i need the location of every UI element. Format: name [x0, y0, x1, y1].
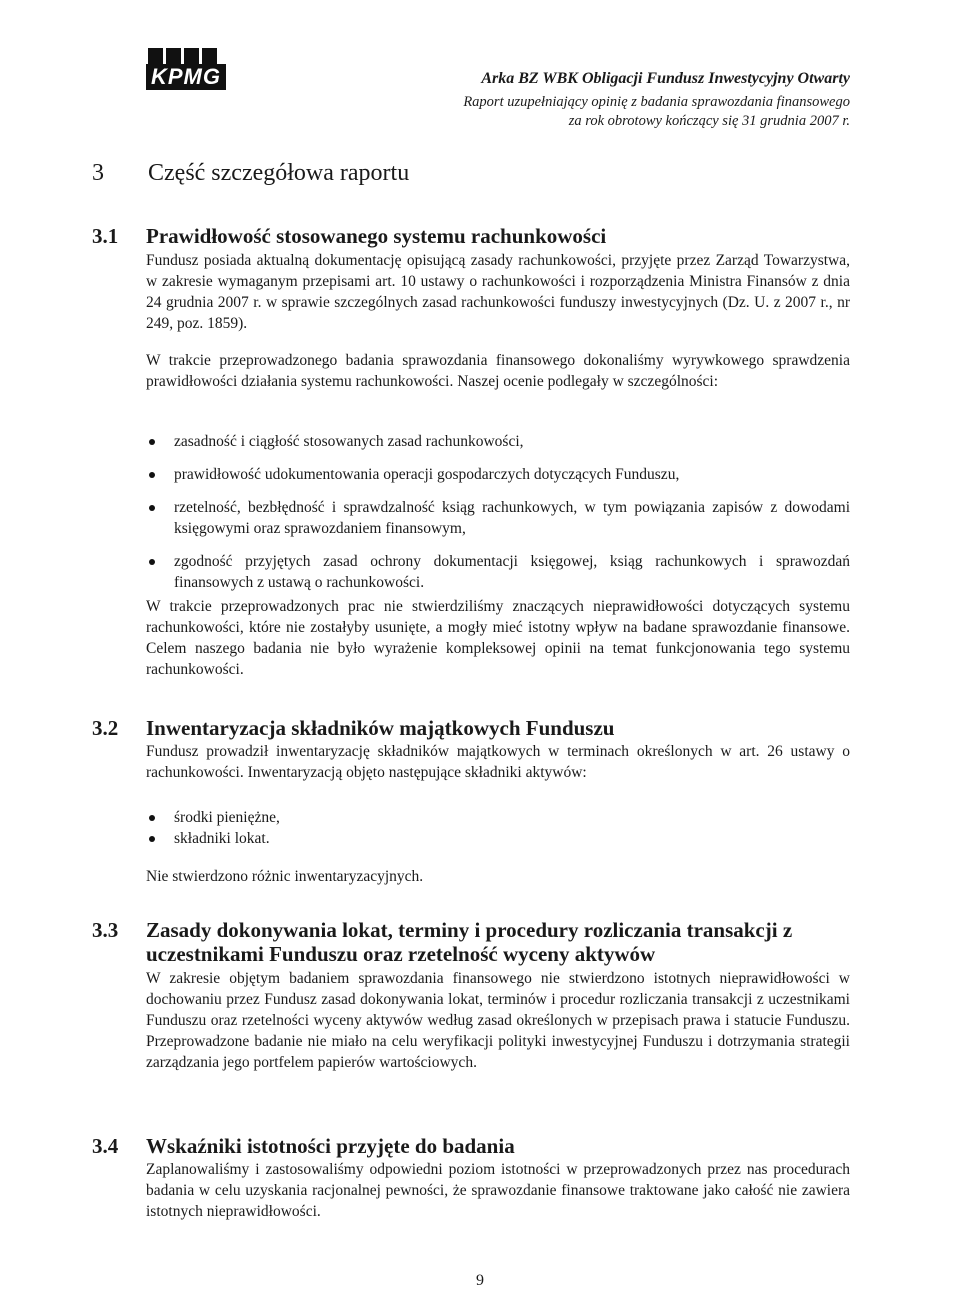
- paragraph: W zakresie objętym badaniem sprawozdania finansowego nie stwierdzono istotnych nieprawidłowości w dochowaniu przez Fundusz zasad dokonywania lokat, terminów i procedur rozliczania transakcji z uczestnikami Funduszu oraz rzetelności wyceny aktywów według zasad określonych w przepisach prawa i statucie Funduszu. Przeprowadzone badanie nie miało na celu weryfikacji polityki inwestycyjnej Funduszu i dotrzymania strategii zarządzania jego portfelem papierów wartościowych.: [146, 970, 850, 1071]
- section-number: 3.3: [92, 918, 119, 942]
- paragraph: Nie stwierdzono różnic inwentaryzacyjnych.: [146, 868, 424, 885]
- logo-text: KPMG: [146, 64, 226, 90]
- chapter-number: 3: [92, 160, 104, 186]
- chapter-title: Część szczegółowa raportu: [148, 160, 410, 186]
- page-number: 9: [476, 1272, 484, 1289]
- section-title: Wskaźniki istotności przyjęte do badania: [146, 1134, 515, 1158]
- paragraph: W trakcie przeprowadzonych prac nie stwierdziliśmy znaczących nieprawidłowości dotyczących systemu rachunkowości, które nie zostałyby usunięte, a mogły mieć istotny wpływ na badane sprawozdanie finansowe. Celem naszego badania nie było wyrażenie kompleksowej opinii na temat funkcjonowania tego systemu rachunkowości.: [146, 598, 850, 678]
- paragraph: W trakcie przeprowadzonego badania sprawozdania finansowego dokonaliśmy wyrywkowego sprawdzenia prawidłowości działania systemu rachunkowości. Naszej ocenie podlegały w szczególności:: [146, 352, 850, 390]
- section-number: 3.1: [92, 224, 119, 248]
- bullet-list: [146, 807, 850, 849]
- section-number: 3.2: [92, 716, 119, 740]
- list-item: środki pieniężne,: [146, 807, 850, 828]
- list-item: zgodność przyjętych zasad ochrony dokumentacji księgowej, ksiąg rachunkowych i sprawozdań finansowych z ustawą o rachunkowości.: [146, 551, 850, 593]
- section-title: Zasady dokonywania lokat, terminy i procedury rozliczania transakcji z uczestnikami Funduszu oraz rzetelność wyceny aktywów: [146, 918, 793, 966]
- bullet-list: [146, 431, 850, 593]
- paragraph: Fundusz posiada aktualną dokumentację opisującą zasady rachunkowości, przyjęte przez Zarząd Towarzystwa, w zakresie wymaganym przepisami art. 10 ustawy o rachunkowości i rozporządzenia Ministra Finansów z dnia 24 grudnia 2007 r. w sprawie szczególnych zasad rachunkowości funduszy inwestycyjnych (Dz. U. z 2007 r., nr 249, poz. 1859).: [146, 252, 850, 332]
- kpmg-logo: [146, 48, 226, 90]
- report-subtitle-line1: Raport uzupełniający opinię z badania sprawozdania finansowego: [463, 94, 850, 110]
- list-item: zasadność i ciągłość stosowanych zasad rachunkowości,: [146, 431, 850, 452]
- fund-name: Arka BZ WBK Obligacji Fundusz Inwestycyjny Otwarty: [481, 70, 850, 87]
- section-title: Inwentaryzacja składników majątkowych Funduszu: [146, 716, 615, 740]
- section-number: 3.4: [92, 1134, 119, 1158]
- paragraph: Zaplanowaliśmy i zastosowaliśmy odpowiedni poziom istotności w przeprowadzonych przez nas procedurach badania w celu uzyskania racjonalnej pewności, że sprawozdanie finansowe traktowane jako całość nie zawiera istotnych nieprawidłowości.: [146, 1161, 850, 1220]
- list-item: prawidłowość udokumentowania operacji gospodarczych dotyczących Funduszu,: [146, 464, 850, 485]
- report-subtitle-line2: za rok obrotowy kończący się 31 grudnia 2007 r.: [568, 113, 850, 129]
- list-item: składniki lokat.: [146, 828, 850, 849]
- section-title: Prawidłowość stosowanego systemu rachunkowości: [146, 224, 607, 248]
- list-item: rzetelność, bezbłędność i sprawdzalność ksiąg rachunkowych, w tym powiązania zapisów z dowodami księgowymi oraz sprawozdaniem finansowym,: [146, 497, 850, 539]
- paragraph: Fundusz prowadził inwentaryzację składników majątkowych w terminach określonych w art. 26 ustawy o rachunkowości. Inwentaryzacją objęto następujące składniki aktywów:: [146, 743, 850, 781]
